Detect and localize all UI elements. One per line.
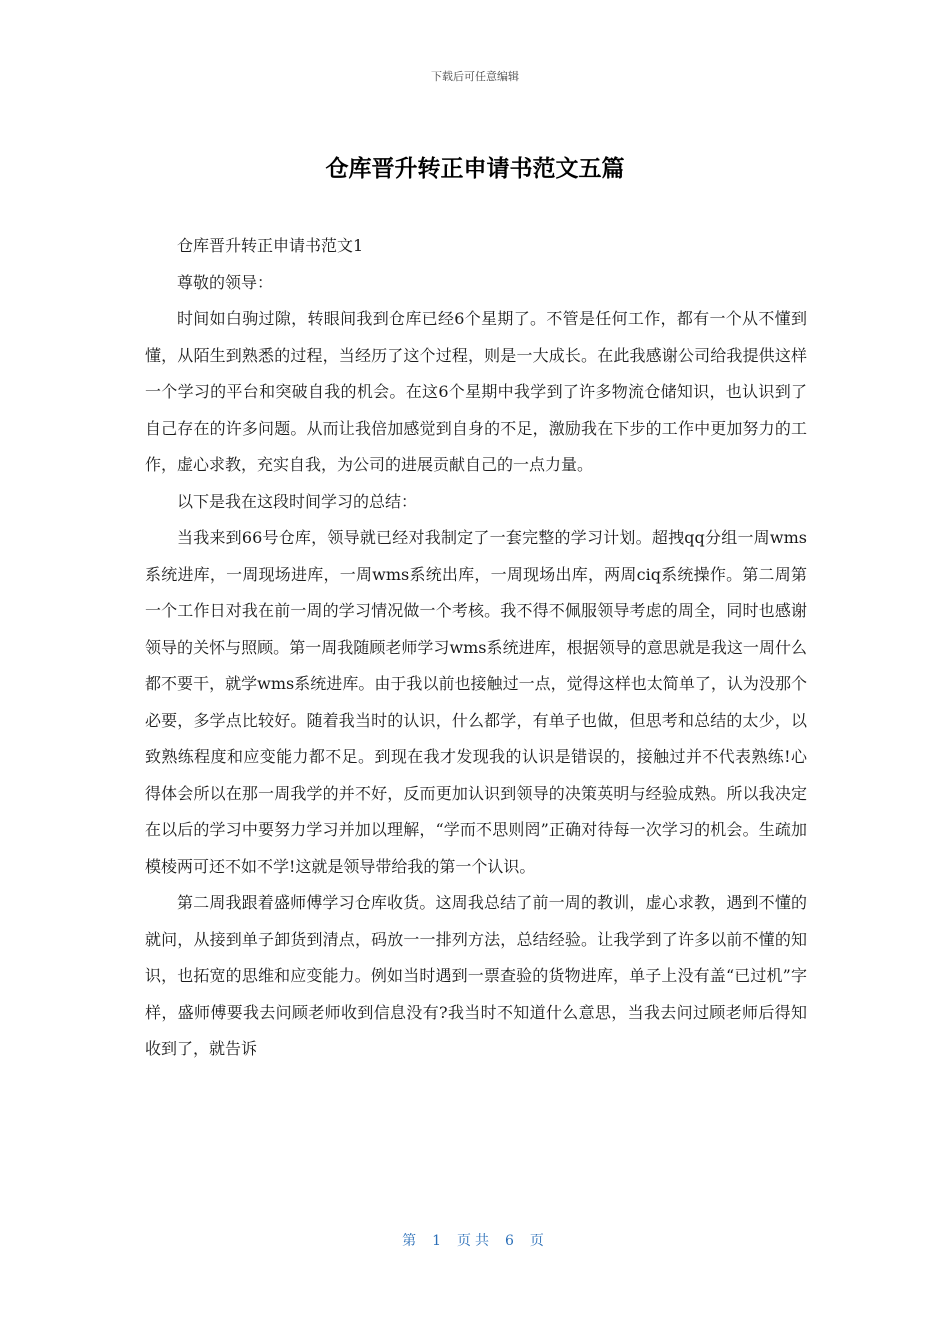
body-paragraph: 以下是我在这段时间学习的总结：: [177, 491, 418, 511]
body-paragraph: 当我来到66号仓库，领导就已经对我制定了一套完整的学习计划。超拽qq分组一周wms系统进库，一周现场进库，一周wms系统出库，一周现场出库，两周ciq系统操作。第二周第一个工作日对我在前一周的学习情况做一个考核。我不得不佩服领导考虑的周全，同时也感谢领导的关怀与照顾。第一周我随顾老师学习wms系统进库，根据领导的意思就是我这一周什么都不要干，就学wms系统进库。由于我以前也接触过一点，觉得这样也太简单了，认为没那个必要，多学点比较好。随着我当时的认识，什么都学，有单子也做，但思考和总结的太少，以致熟练程度和应变能力都不足。到现在我才发现我的认识是错误的，接触过并不代表熟练!心得体会所以在那一周我学的并不好，反而更加认识到领导的决策英明与经验成熟。所以我决定在以后的学习中要努力学习并加以理解，“学而不思则罔”正确对待每一次学习的机会。生疏加模棱两可还不如不学!这就是领导带给我的第一个认识。: [145, 528, 807, 876]
document-body: [145, 228, 807, 1068]
footer-current-page: 1: [432, 1233, 445, 1249]
salutation: 尊敬的领导：: [177, 272, 274, 292]
section-heading: 仓库晋升转正申请书范文1: [177, 236, 364, 255]
footer-total-pages: 6: [505, 1233, 518, 1249]
document-title: 仓库晋升转正申请书范文五篇: [325, 156, 625, 182]
page-footer: [0, 1230, 950, 1250]
body-paragraph: 第二周我跟着盛师傅学习仓库收货。这周我总结了前一周的教训，虚心求教，遇到不懂的就问，从接到单子卸货到清点，码放一一排列方法，总结经验。让我学到了许多以前不懂的知识，也拓宽的思维和应变能力。例如当时遇到一票查验的货物进库，单子上没有盖“已过机”字样，盛师傅要我去问顾老师收到信息没有?我当时不知道什么意思，当我去问过顾老师后得知收到了，就告诉: [145, 893, 807, 1058]
footer-of-label: 页共: [457, 1233, 493, 1249]
header-note: 下载后可任意编辑: [431, 70, 519, 83]
body-paragraph: 时间如白驹过隙，转眼间我到仓库已经6个星期了。不管是任何工作，都有一个从不懂到懂，从陌生到熟悉的过程，当经历了这个过程，则是一大成长。在此我感谢公司给我提供这样一个学习的平台和突破自我的机会。在这6个星期中我学到了许多物流仓储知识，也认识到了自己存在的许多问题。从而让我倍加感觉到自身的不足，激励我在下步的工作中更加努力的工作，虚心求教，充实自我，为公司的进展贡献自己的一点力量。: [145, 309, 807, 474]
footer-page-label: 第: [402, 1233, 421, 1249]
footer-end-label: 页: [529, 1233, 548, 1249]
